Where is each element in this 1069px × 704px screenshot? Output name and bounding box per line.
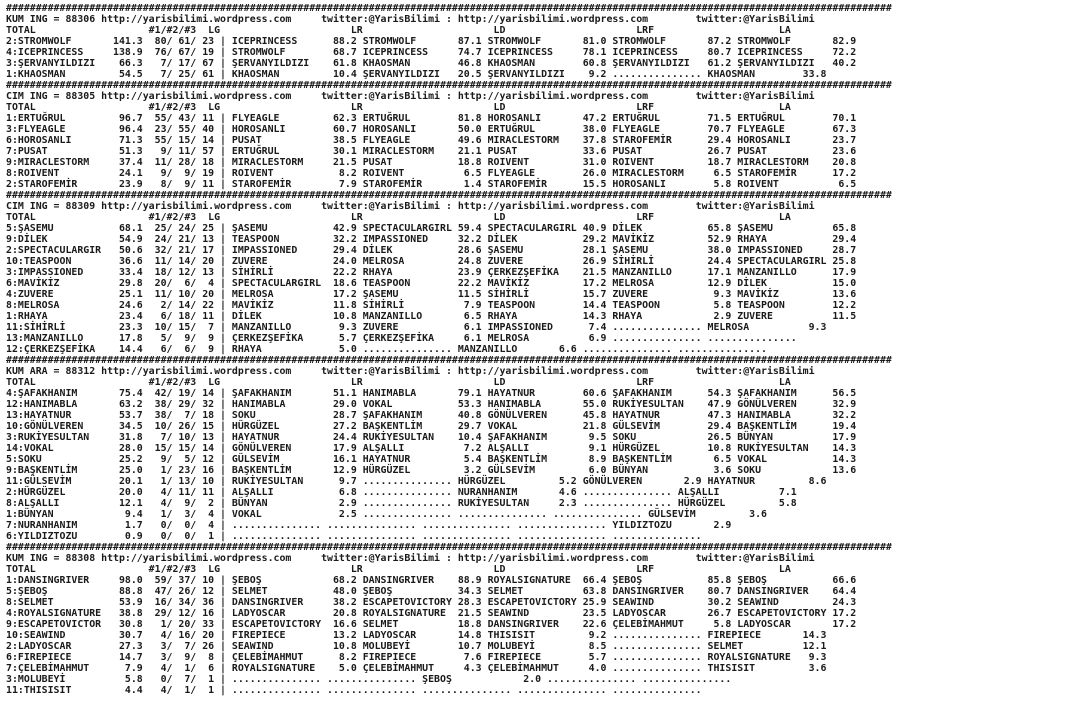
column-header: TOTAL #1/#2/#3 LG LR LD LRF LA xyxy=(6,102,791,113)
table-row: 1:RHAYA 23.4 6/ 18/ 11 | DİLEK 10.8 MANZANILLO 6.5 RHAYA 14.3 RHAYA 2.9 ZUVERE 11.5 xyxy=(6,311,857,322)
table-row: 4:ICEPRINCESS 138.9 76/ 67/ 19 | STROMWOLF 68.7 ICEPRINCESS 74.7 ICEPRINCESS 78.1 ICEPRINCESS 80.7 ICEPRINCESS 72.2 xyxy=(6,47,857,58)
race-header: CIM ING = 88305 http://yarisbilimi.wordpress.com twitter:@YarisBilimi : http://yarisbilimi.wordpress.com twitter:@YarisBilimi xyxy=(6,91,815,102)
table-row: 5:ŞEBOŞ 88.8 47/ 26/ 12 | SELMET 48.0 ŞEBOŞ 34.3 SELMET 63.8 DANSINGRIVER 80.7 DANSINGRIVER 64.4 xyxy=(6,586,857,597)
race-header: CIM ING = 88309 http://yarisbilimi.wordpress.com twitter:@YarisBilimi : http://yarisbilimi.wordpress.com twitter:@YarisBilimi xyxy=(6,201,815,212)
table-row: 6:YILDIZTOZU 0.9 0/ 0/ 1 | ............... ............... ............... ............... ............... xyxy=(6,531,702,542)
race-header: KUM ING = 88308 http://yarisbilimi.wordpress.com twitter:@YarisBilimi : http://yarisbilimi.wordpress.com twitter:@YarisBilimi xyxy=(6,553,815,564)
table-row: 1:BÜNYAN 9.4 1/ 3/ 4 | VOKAL 2.5 ............... ............... ............... GÜLSEVİM 3.6 xyxy=(6,509,767,520)
table-row: 3:ŞERVANYILDIZI 66.3 7/ 17/ 67 | ŞERVANYILDIZI 61.8 KHAOSMAN 46.8 KHAOSMAN 60.8 ŞERVANYILDIZI 61.2 ŞERVANYILDIZI 40.2 xyxy=(6,58,857,69)
table-row: 1:KHAOSMAN 54.5 7/ 25/ 61 | KHAOSMAN 10.4 ŞERVANYILDIZI 20.5 ŞERVANYILDIZI 9.2 ............... KHAOSMAN 33.8 xyxy=(6,69,827,80)
table-row: 1:DANSINGRIVER 98.0 59/ 37/ 10 | ŞEBOŞ 68.2 DANSINGRIVER 88.9 ROYALSIGNATURE 66.4 ŞEBOŞ 85.8 ŞEBOŞ 66.6 xyxy=(6,575,857,586)
table-row: 11:SİHİRLİ 23.3 10/ 15/ 7 | MANZANILLO 9.3 ZUVERE 6.1 IMPASSIONED 7.4 ............... MELROSA 9.3 xyxy=(6,322,827,333)
table-row: 10:TEASPOON 36.6 11/ 14/ 20 | ZUVERE 24.0 MELROSA 24.8 ZUVERE 26.9 SİHİRLİ 24.4 SPECTACULARGIRL 25.8 xyxy=(6,256,857,267)
table-row: 6:MAVİKİZ 29.8 20/ 6/ 4 | SPECTACULARGIRL 18.6 TEASPOON 22.2 MAVİKİZ 17.2 MELROSA 12.9 DİLEK 15.0 xyxy=(6,278,857,289)
table-row: 2:LADYOSCAR 27.3 3/ 7/ 26 | SEAWIND 10.8 MOLUBEYİ 10.7 MOLUBEYİ 8.5 ............... SELMET 12.1 xyxy=(6,641,827,652)
table-row: 13:HAYATNUR 53.7 38/ 7/ 18 | SOKU 28.7 ŞAFAKHANIM 40.8 GÖNÜLVEREN 45.8 HAYATNUR 47.3 HANIMABLA 32.2 xyxy=(6,410,857,421)
table-row: 14:VOKAL 28.0 15/ 15/ 14 | GÖNÜLVEREN 17.9 ALŞALLI 7.2 ALŞALLI 9.1 HÜRGÜZEL 10.8 RUKİYESULTAN 14.3 xyxy=(6,443,857,454)
table-row: 3:FLYEAGLE 96.4 23/ 55/ 40 | HOROSANLI 60.7 HOROSANLI 50.0 ERTUĞRUL 38.0 FLYEAGLE 70.7 FLYEAGLE 67.3 xyxy=(6,124,857,135)
table-row: 9:ESCAPETOVICTOR 30.8 1/ 20/ 33 | ESCAPETOVICTORY 16.6 SELMET 18.8 DANSINGRIVER 22.6 ÇELEBİMAHMUT 5.8 LADYOSCAR 17.2 xyxy=(6,619,857,630)
table-row: 13:MANZANILLO 17.8 5/ 9/ 9 | ÇERKEZŞEFİKA 5.7 ÇERKEZŞEFİKA 6.1 MELROSA 6.9 ............... ............... xyxy=(6,333,797,344)
table-row: 6:FIREPIECE 14.7 3/ 9/ 8 | ÇELEBİMAHMUT 8.2 FIREPIECE 7.6 FIREPIECE 5.7 ............... ROYALSIGNATURE 9.3 xyxy=(6,652,827,663)
table-row: 4:ŞAFAKHANIM 75.4 42/ 19/ 14 | ŞAFAKHANIM 51.1 HANIMABLA 79.1 HAYATNUR 60.6 ŞAFAKHANIM 54.3 ŞAFAKHANIM 56.5 xyxy=(6,388,857,399)
table-row: 2:STROMWOLF 141.3 80/ 61/ 23 | ICEPRINCESS 88.2 STROMWOLF 87.1 STROMWOLF 81.0 STROMWOLF 87.2 STROMWOLF 82.9 xyxy=(6,36,857,47)
table-row: 8:ALŞALLI 12.1 4/ 9/ 2 | BÜNYAN 2.9 ............... RUKİYESULTAN 2.3 ............... HÜRGÜZEL 5.8 xyxy=(6,498,797,509)
table-row: 9:MIRACLESTORM 37.4 11/ 28/ 18 | MIRACLESTORM 21.5 PUSAT 18.8 ROIVENT 31.0 ROIVENT 18.7 MIRACLESTORM 20.8 xyxy=(6,157,857,168)
table-row: 10:SEAWIND 30.7 4/ 16/ 20 | FIREPIECE 13.2 LADYOSCAR 14.8 THISISIT 9.2 ............... FIREPIECE 14.3 xyxy=(6,630,827,641)
table-row: 7:ÇELEBİMAHMUT 7.9 4/ 1/ 6 | ROYALSIGNATURE 5.0 ÇELEBİMAHMUT 4.3 ÇELEBİMAHMUT 4.0 ............... THISISIT 3.6 xyxy=(6,663,827,674)
column-header: TOTAL #1/#2/#3 LG LR LD LRF LA xyxy=(6,564,791,575)
table-row: 8:ROIVENT 24.1 9/ 9/ 19 | ROIVENT 8.2 ROIVENT 6.5 FLYEAGLE 26.0 MIRACLESTORM 6.5 STAROFEMİR 17.2 xyxy=(6,168,857,179)
table-row: 9:BAŞKENTLİM 25.0 1/ 23/ 16 | BAŞKENTLİM 12.9 HÜRGÜZEL 3.2 GÜLSEVİM 6.0 BÜNYAN 3.6 SOKU 13.6 xyxy=(6,465,857,476)
table-row: 12:HANIMABLA 63.2 38/ 29/ 32 | HANIMABLA 29.0 VOKAL 53.3 HANIMABLA 55.0 RUKİYESULTAN 47.9 GÖNÜLVEREN 32.9 xyxy=(6,399,857,410)
table-row: 2:STAROFEMİR 23.9 8/ 9/ 11 | STAROFEMİR 7.9 STAROFEMİR 1.4 STAROFEMİR 15.5 HOROSANLI 5.8 ROIVENT 6.5 xyxy=(6,179,857,190)
table-row: 11:THISISIT 4.4 4/ 1/ 1 | ............... ............... ............... ............... ............... xyxy=(6,685,702,696)
table-row: 4:ZUVERE 25.1 11/ 10/ 20 | MELROSA 17.2 ŞASEMU 11.5 SİHİRLİ 15.7 ZUVERE 9.3 MAVİKİZ 13.6 xyxy=(6,289,857,300)
section-divider: ##################################################################################################################################################### xyxy=(6,542,892,553)
table-row: 3:IMPASSIONED 33.4 18/ 12/ 13 | SİHİRLİ 22.2 RHAYA 23.9 ÇERKEZŞEFİKA 21.5 MANZANILLO 17.1 MANZANILLO 17.9 xyxy=(6,267,857,278)
table-row: 2:HÜRGÜZEL 20.0 4/ 11/ 11 | ALŞALLI 6.8 ............... NURANHANIM 4.6 ............... ALŞALLI 7.1 xyxy=(6,487,797,498)
section-divider: ##################################################################################################################################################### xyxy=(6,190,892,201)
table-row: 3:MOLUBEYİ 5.8 0/ 7/ 1 | ............... ............... ŞEBOŞ 2.0 ............... ............... xyxy=(6,674,732,685)
table-row: 3:RUKİYESULTAN 31.8 7/ 10/ 13 | HAYATNUR 24.4 RUKİYESULTAN 10.4 ŞAFAKHANIM 9.5 SOKU 26.5 BÜNYAN 17.9 xyxy=(6,432,857,443)
table-row: 1:ERTUĞRUL 96.7 55/ 43/ 11 | FLYEAGLE 62.3 ERTUĞRUL 81.8 HOROSANLI 47.2 ERTUĞRUL 71.5 ERTUĞRUL 70.1 xyxy=(6,113,857,124)
column-header: TOTAL #1/#2/#3 LG LR LD LRF LA xyxy=(6,377,791,388)
table-row: 12:ÇERKEZŞEFİKA 14.4 6/ 6/ 9 | RHAYA 5.0 ............... MANZANILLO 6.6 ............... ............... xyxy=(6,344,767,355)
table-row: 5:SOKU 25.2 9/ 5/ 12 | GÜLSEVİM 16.1 HAYATNUR 5.4 BAŞKENTLİM 8.9 BAŞKENTLİM 6.5 VOKAL 14.3 xyxy=(6,454,857,465)
section-divider: ##################################################################################################################################################### xyxy=(6,80,892,91)
race-header: KUM ING = 88306 http://yarisbilimi.wordpress.com twitter:@YarisBilimi : http://yarisbilimi.wordpress.com twitter:@YarisBilimi xyxy=(6,14,815,25)
table-row: 6:HOROSANLI 71.3 55/ 15/ 14 | PUSAT 38.5 FLYEAGLE 49.6 MIRACLESTORM 37.8 STAROFEMİR 29.4 HOROSANLI 23.7 xyxy=(6,135,857,146)
table-row: 10:GÖNÜLVEREN 34.5 10/ 26/ 15 | HÜRGÜZEL 27.2 BAŞKENTLİM 29.7 VOKAL 21.8 GÜLSEVİM 29.4 BAŞKENTLİM 19.4 xyxy=(6,421,857,432)
section-divider: ##################################################################################################################################################### xyxy=(6,355,892,366)
table-row: 7:NURANHANIM 1.7 0/ 0/ 4 | ............... ............... ............... ............... YILDIZTOZU 2.9 xyxy=(6,520,732,531)
table-row: 8:MELROSA 24.6 2/ 14/ 22 | MAVİKİZ 11.8 SİHİRLİ 7.9 TEASPOON 14.4 TEASPOON 5.8 TEASPOON 12.2 xyxy=(6,300,857,311)
table-row: 7:PUSAT 51.3 9/ 11/ 57 | ERTUĞRUL 30.1 MIRACLESTORM 21.1 PUSAT 33.6 PUSAT 26.7 PUSAT 23.6 xyxy=(6,146,857,157)
table-row: 5:ŞASEMU 68.1 25/ 24/ 25 | ŞASEMU 42.9 SPECTACULARGIRL 59.4 SPECTACULARGIRL 40.9 DİLEK 65.8 ŞASEMU 65.8 xyxy=(6,223,857,234)
table-row: 2:SPECTACULARGIR 50.6 32/ 21/ 17 | IMPASSIONED 29.4 DİLEK 28.6 ŞASEMU 28.1 ŞASEMU 38.0 IMPASSIONED 28.7 xyxy=(6,245,857,256)
table-row: 9:DİLEK 54.9 24/ 21/ 13 | TEASPOON 32.2 IMPASSIONED 32.2 DİLEK 29.2 MAVİKİZ 52.9 RHAYA 29.4 xyxy=(6,234,857,245)
table-row: 4:ROYALSIGNATURE 38.8 29/ 12/ 16 | LADYOSCAR 20.8 ROYALSIGNATURE 21.5 SEAWIND 23.5 LADYOSCAR 26.7 ESCAPETOVICTORY 17.2 xyxy=(6,608,857,619)
column-header: TOTAL #1/#2/#3 LG LR LD LRF LA xyxy=(6,212,791,223)
table-row: 8:SELMET 53.9 16/ 34/ 36 | DANSINGRIVER 38.2 ESCAPETOVICTORY 28.3 ESCAPETOVICTORY 25.9 SEAWIND 30.2 SEAWIND 24.3 xyxy=(6,597,857,608)
section-divider: ##################################################################################################################################################### xyxy=(6,3,892,14)
column-header: TOTAL #1/#2/#3 LG LR LD LRF LA xyxy=(6,25,791,36)
race-header: KUM ARA = 88312 http://yarisbilimi.wordpress.com twitter:@YarisBilimi : http://yarisbilimi.wordpress.com twitter:@YarisBilimi xyxy=(6,366,815,377)
table-row: 11:GÜLSEVİM 20.1 1/ 13/ 10 | RUKİYESULTAN 9.7 ............... HÜRGÜZEL 5.2 GÖNÜLVEREN 2.9 HAYATNUR 8.6 xyxy=(6,476,827,487)
